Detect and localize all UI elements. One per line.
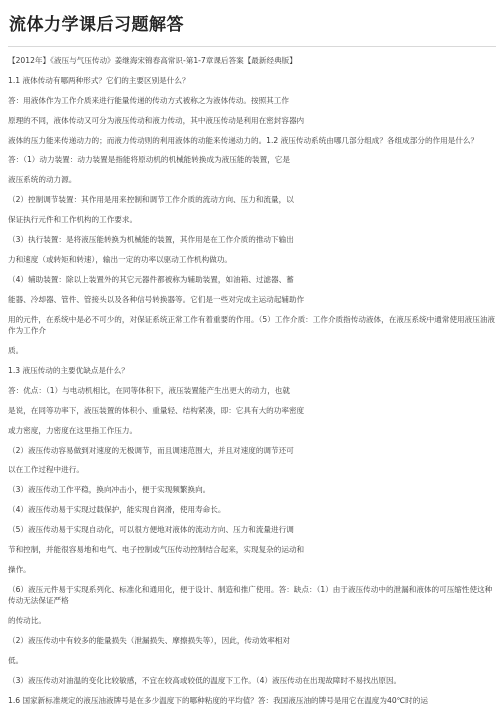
- body-line: （4）液压传动易于实现过载保护，能实现自润滑，使用寿命长。: [8, 505, 226, 515]
- body-line: 是说，在同等功率下，液压装置的体积小、重量轻、结构紧凑，即：它具有大的功率密度: [8, 405, 305, 415]
- body-line: 的传动比。: [8, 616, 46, 626]
- title-divider: [8, 46, 496, 47]
- body-line: 液体的压力能来传递动力的；而液力传动则的利用液体的动能来传递动力的。1.2 液压传动系统由哪几部分组成？各组成部分的作用是什么？: [8, 135, 479, 145]
- document-title: 流体力学课后习题解答: [9, 15, 184, 35]
- body-line: （3）液压传动工作平稳，换向冲击小，便于实现频繁换向。: [8, 485, 211, 495]
- body-line: 答：（1）动力装置：动力装置是指能将原动机的机械能转换成为液压能的装置，它是: [8, 155, 290, 165]
- body-line: 答：优点：（1）与电动机相比，在同等体积下，液压装置能产生出更大的动力，也就: [8, 385, 290, 395]
- body-line: （3）执行装置：是将液压能转换为机械能的装置，其作用是在工作介质的推动下输出: [8, 235, 294, 245]
- body-line: （4）辅助装置：除以上装置外的其它元器件都被称为辅助装置，如油箱、过滤器、蓄: [8, 274, 294, 284]
- body-line: （2）控制调节装置：其作用是用来控制和调节工作介质的流动方向、压力和流量，以: [8, 195, 294, 205]
- body-line: 或力密度，力密度在这里指工作压力。: [8, 425, 138, 435]
- body-line: 以在工作过程中进行。: [8, 465, 84, 475]
- body-line: （2）液压传动容易做到对速度的无极调节，而且调速范围大，并且对速度的调节还可: [8, 445, 294, 455]
- body-line: （5）液压传动易于实现自动化，可以很方便地对液体的流动方向、压力和流量进行调: [8, 525, 294, 535]
- body-line: 1.3 液压传动的主要优缺点是什么？: [8, 365, 129, 375]
- body-line: （2）液压传动中有较多的能量损失（泄漏损失、摩擦损失等），因此，传动效率相对: [8, 636, 290, 646]
- body-line: 【2012年】《液压与气压传动》姜继海宋锦春高常识-第1-7章课后答案【最新经典版】: [8, 56, 297, 65]
- body-line: （3）液压传动对油温的变化比较敏感，不宜在较高或较低的温度下工作。（4）液压传动在出现故障时不易找出原因。: [8, 675, 402, 685]
- body-line: 能器、冷却器、管件、管接头以及各种信号转换器等。它们是一些对完成主运动起辅助作: [8, 294, 305, 304]
- body-line: 1.6 国家新标准规定的液压油液牌号是在多少温度下的哪种粘度的平均值？答：我国液压油的牌号是用它在温度为40℃时的运: [8, 695, 428, 705]
- body-line: 保证执行元件和工作机构的工作要求。: [8, 215, 138, 225]
- document-body: [8, 55, 496, 706]
- body-line: 质。: [8, 346, 24, 356]
- body-line: 原理的不同，液体传动又可分为液压传动和液力传动，其中液压传动是利用在密封容器内: [8, 115, 305, 125]
- body-line: 低。: [8, 656, 24, 666]
- body-line: 节和控制，并能很容易地和电气、电子控制或气压传动控制结合起来，实现复杂的运动和: [8, 544, 305, 554]
- body-line: （6）液压元件易于实现系列化、标准化和通用化，便于设计、制造和推广使用。答：缺点：（1）由于液压传动中的泄漏和液体的可压缩性使这种传动无法保证严格: [8, 584, 493, 606]
- body-line: 答：用液体作为工作介质来进行能量传递的传动方式被称之为液体传动。按照其工作: [8, 95, 289, 105]
- body-line: 力和速度（或转矩和转速），输出一定的功率以驱动工作机构做功。: [8, 254, 233, 264]
- body-line: 用的元件，在系统中是必不可少的，对保证系统正常工作有着重要的作用。（5）工作介质：工作介质指传动液体，在液压系统中通常使用液压油液作为工作介: [8, 314, 496, 336]
- body-line: 1.1 液体传动有哪两种形式？它们的主要区别是什么？: [8, 75, 190, 85]
- body-line: 液压系统的动力源。: [8, 175, 77, 185]
- body-line: 操作。: [8, 564, 31, 574]
